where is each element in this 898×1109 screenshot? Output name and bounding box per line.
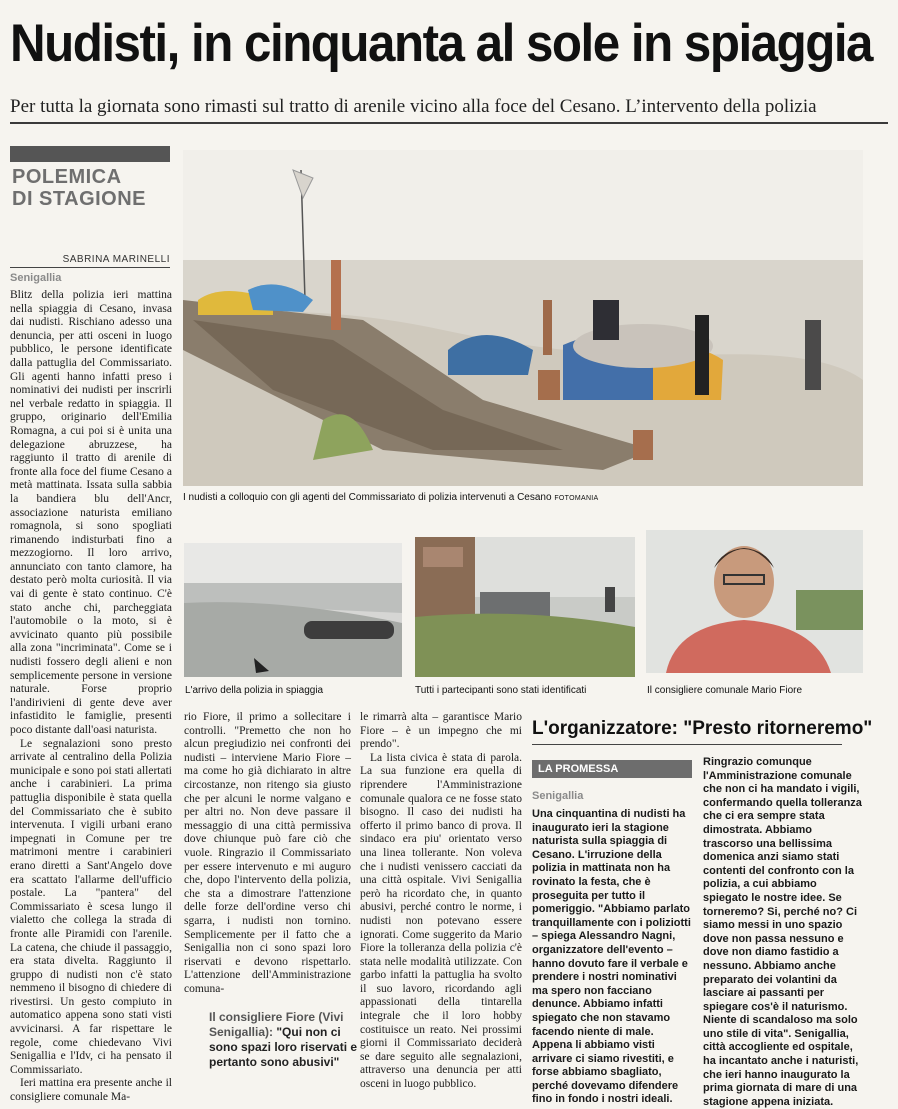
sidebar-paragraph: Una cinquantina di nudisti ha inaugurato ieri la stagione naturista sulla spiaggia di Cesano. L'irruzione della polizia in mattinata non ha rovinato la festa, che è proseguita per tutto il pomeriggio. "Abbiamo parlato tranquillamente con i poliziotti – spiega Alessandro Nagni, organizzatore dell'evento – hanno dovuto fare il verbale e prendere i nostri nominativi ma spero non facciano denunce. Abbiamo infatti spiegato che non stavamo facendo niente di male. Appena li abbiamo visti arrivare ci siamo rivestiti, e forse abbiamo sbagliato, perché dovevamo difendere fino in fondo i nostri ideali. — [532, 808, 691, 1106]
sidebar-paragraph: Ringrazio comunque l'Amministrazione comunale che non ci ha mandato i vigili, confermando quella tolleranza che ci era sempre stata dimostrata. Abbiamo trascorso una bellissima domenica anzi siamo stati contenti del confronto con la polizia, a cui abbiamo spiegato le nostre idee. Se torneremo? Si, perché no? Ci siamo messi in uno spazio dove non passa nessuno e dove non diamo fastidio a nessuno. Abbiamo anche preparato dei volantini da lasciare ai passanti per spiegare cos'è il naturismo. Niente di scandaloso ma solo uno stile di vita". Senigallia, città accogliente ed ospitale, ha incantato anche i naturisti, che ieri hanno inaugurato la prima giornata di mare di una stagione appena iniziata. — [703, 756, 862, 1108]
pull-quote — [209, 1010, 359, 1070]
main-photo — [183, 150, 863, 486]
sidebar-column-2 — [703, 756, 863, 1108]
headline: Nudisti, in cinquanta al sole in spiaggia — [10, 14, 872, 73]
article-paragraph: le rimarrà alta – garantisce Mario Fiore – è un impegno che mi prendo". — [360, 711, 522, 751]
main-photo-caption — [183, 491, 599, 505]
photo-participants-identified — [415, 537, 635, 677]
byline-rule — [10, 267, 170, 268]
article-paragraph: Le segnalazioni sono presto arrivate al centralino della Polizia municipale e sono poi stati allertati anche i carabinieri. La prima pattuglia disponibile è stata quella del Commissariato che è subito intervenuta. I vigili urbani erano impegnati in Comune per tre matrimoni mentre i carabinieri erano diretti a Sant'Angelo dove era scattato l'allarme dell'ufficio postale. La "pantera" del Commissariato è scesa lungo il vialetto che collega la strada di fronte alle Piramidi con l'arenile. La catena, che chiude il passaggio, era stata divelta. Raggiunto il gruppo di nudisti non c'è stato nemmeno il bisogno di chiedere di rivestirsi. Un gesto compiuto in automatico appena sono stati visti avvicinarsi. A far rispettare le regole, come chiedevano Vivi Senigallia e l'Idv, ci ha pensato il Commissariato. — [10, 737, 172, 1076]
byline: SABRINA MARINELLI — [62, 254, 170, 265]
sidebar-headline: L'organizzatore: "Presto ritorneremo" — [532, 718, 873, 739]
photo-credit: FOTOMANIA — [554, 495, 599, 502]
beach-scene-image — [183, 150, 863, 486]
article-paragraph: rio Fiore, il primo a sollecitare i controlli. "Premetto che non ho alcun pregiudizio nei confronti dei nudisti – interviene Mario Fiore – ma come ho già dichiarato in altre circostanze, non ritengo sia giusto che per alcuni le norme valgano e per altri no. Non deve passare il messaggio di una città permissiva dove chiunque può fare ciò che vuole. Ringrazio il Commissariato per essere intervenuto e mi auguro che, dopo l'intervento della polizia, che sta a dimostrare l'attenzione delle forze dell'ordine verso chi sgarra, i nudisti non tornino. Semplicemente per il fatto che a Senigallia non ci sono spazi loro riservati e devono rispettarlo. L'attenzione dell'Amministrazione comuna- — [184, 711, 351, 995]
participants-image — [415, 537, 635, 677]
sidebar-place: Senigallia — [532, 790, 584, 802]
pull-quote-intro: Il consigliere Fiore (Vivi Senigallia): — [209, 1010, 344, 1039]
rubric — [12, 166, 172, 210]
main-caption-text: I nudisti a colloquio con gli agenti del Commissariato di polizia intervenuti a Cesano — [183, 492, 552, 503]
subheadline: Per tutta la giornata sono rimasti sul tratto di arenile vicino alla foce del Cesano. L’intervento della polizia — [10, 96, 817, 117]
article-column-3 — [360, 711, 522, 1091]
photo-police-arrival — [184, 543, 402, 677]
police-arrival-image — [184, 543, 402, 677]
photo4-caption: Il consigliere comunale Mario Fiore — [647, 685, 803, 696]
pull-quote-text: "Qui non ci sono spazi loro riservati e pertanto sono abusivi" — [209, 1025, 358, 1069]
photo-mario-fiore — [646, 530, 863, 673]
sidebar-column-1 — [532, 808, 692, 1106]
rubric-line-1: POLEMICA — [12, 166, 122, 188]
photo3-caption: Tutti i partecipanti sono stati identificati — [415, 685, 587, 696]
article-column-2 — [184, 711, 351, 1001]
photo2-caption: L'arrivo della polizia in spiaggia — [185, 685, 324, 696]
article-paragraph: Ieri mattina era presente anche il consigliere comunale Ma- — [10, 1077, 172, 1104]
rubric-line-2: DI STAGIONE — [12, 188, 147, 210]
rubric-bar — [10, 146, 170, 162]
dateline-place: Senigallia — [10, 272, 62, 284]
article-paragraph: Blitz della polizia ieri mattina nella spiaggia di Cesano, invasa dai nudisti. Rischiano adesso una denuncia, per atti osceni in luogo pubblico, le persone identificate dalla pattuglia del Commissariato. Gli agenti hanno infatti preso i nominativi dei nudisti per inscrirli nel verbale redatto in spiaggia. Il gruppo, originario dell'Emilia Romagna, a cui poi si è unita una delegazione abruzzese, ha raggiunto il tratto di arenile di fronte alla foce del fiume Cesano a metà mattinata. Issata sulla sabbia la bandiera blu dell'Ancr, associazione naturista emiliano romagnola, si sono spogliati rimanendo indisturbati fino a mezzogiorno. Il loro arrivo, annunciato con tanto clamore, ha destato però molta curiosità. Il via vai di gente è stato continuo. C'è stato anche chi, parcheggiata l'automobile o la moto, si è avvicinato quanto più possibile alla zona "incriminata". Come se i nudisti fossero degli alieni e non semplicemente persone in versione naturale. Forse proprio l'andirivieni di gente deve aver infastidito le famiglie, presenti poco distante dall'oasi naturista. — [10, 289, 172, 736]
sidebar-tag: LA PROMESSA — [532, 760, 692, 778]
portrait-image — [646, 530, 863, 673]
sidebar-rule — [532, 744, 842, 745]
top-rule — [10, 122, 888, 124]
article-column-1 — [10, 289, 172, 1104]
article-paragraph: La lista civica è stata di parola. La sua funzione era quella di riprendere l'Amministrazione comunale qualora ce ne fosse stato bisogno. Il caso dei nudisti ha offerto il primo banco di prova. Il sindaco era piu' orientato verso una linea tollerante. Non voleva che i nudisti venissero cacciati da una città ospitale. Vivi Senigallia però ha ricordato che, in quanto abusivi, perché contro le norme, i nudisti non potevano essere ignorati. Come suggerito da Mario Fiore la tolleranza della polizia c'è stata nelle modalità utilizzate. Con garbo infatti la pattuglia ha svolto il suo lavoro, ricordando agli appassionati della tintarella integrale che il loro hobby costituisce un reato. Nei prossimi giorni il Commissariato deciderà se dare seguito alle segnalazioni, attraverso una denuncia per atti osceni in luogo pubblico. — [360, 751, 522, 1091]
